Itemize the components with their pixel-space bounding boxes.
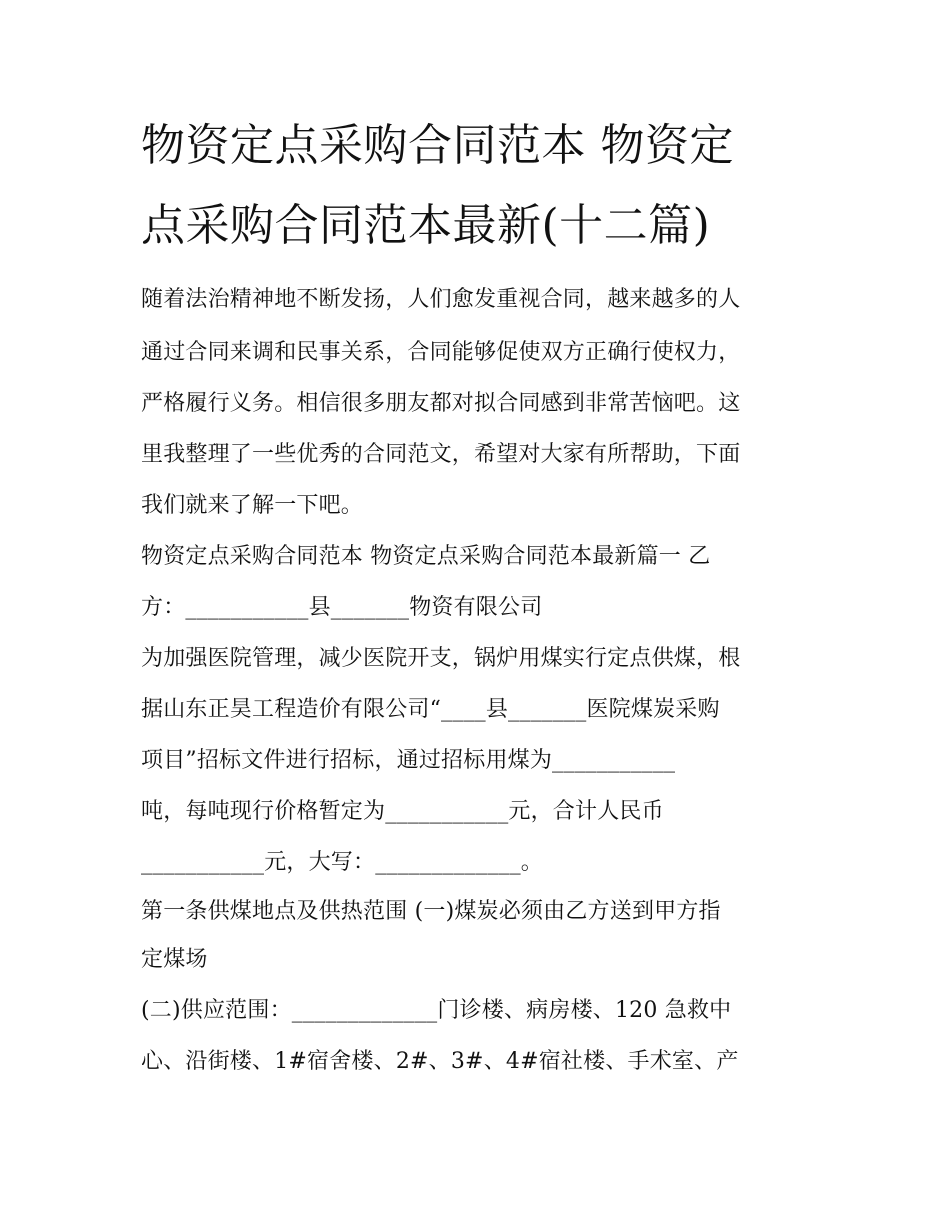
paragraph-line: ___________元，大写：_____________。 <box>141 850 544 875</box>
paragraph-line: 为加强医院管理，减少医院开支，锅炉用煤实行定点供煤，根 <box>141 646 741 671</box>
document-title-line-2: 点采购合同范本最新(十二篇) <box>141 200 711 251</box>
paragraph-line: 我们就来了解一下吧。 <box>141 493 364 518</box>
paragraph-line: 通过合同来调和民事关系，合同能够促使双方正确行使权力， <box>141 340 741 365</box>
paragraph-line: 严格履行义务。相信很多朋友都对拟合同感到非常苦恼吧。这 <box>141 391 741 416</box>
paragraph-line: 物资定点采购合同范本 物资定点采购合同范本最新篇一 乙 <box>141 544 711 569</box>
paragraph-line: 据山东正昊工程造价有限公司“____县_______医院煤炭采购 <box>141 697 720 722</box>
paragraph-line: 随着法治精神地不断发扬，人们愈发重视合同，越来越多的人 <box>141 287 741 312</box>
paragraph-line: 里我整理了一些优秀的合同范文，希望对大家有所帮助，下面 <box>141 442 741 467</box>
document-title-line-1: 物资定点采购合同范本 物资定 <box>141 120 734 171</box>
paragraph-line: 定煤场 <box>141 947 208 972</box>
paragraph-line: 心、沿街楼、1#宿舍楼、2#、3#、4#宿社楼、手术室、产 <box>141 1049 739 1074</box>
paragraph-line: (二)供应范围：_____________门诊楼、病房楼、120 急救中 <box>141 998 732 1023</box>
paragraph-line: 吨，每吨现行价格暂定为___________元，合计人民币 <box>141 799 664 824</box>
paragraph-line: 第一条供煤地点及供热范围 (一)煤炭必须由乙方送到甲方指 <box>141 899 721 924</box>
paragraph-line: 项目”招标文件进行招标，通过招标用煤为___________ <box>141 748 676 773</box>
paragraph-line: 方：___________县_______物资有限公司 <box>141 595 543 620</box>
